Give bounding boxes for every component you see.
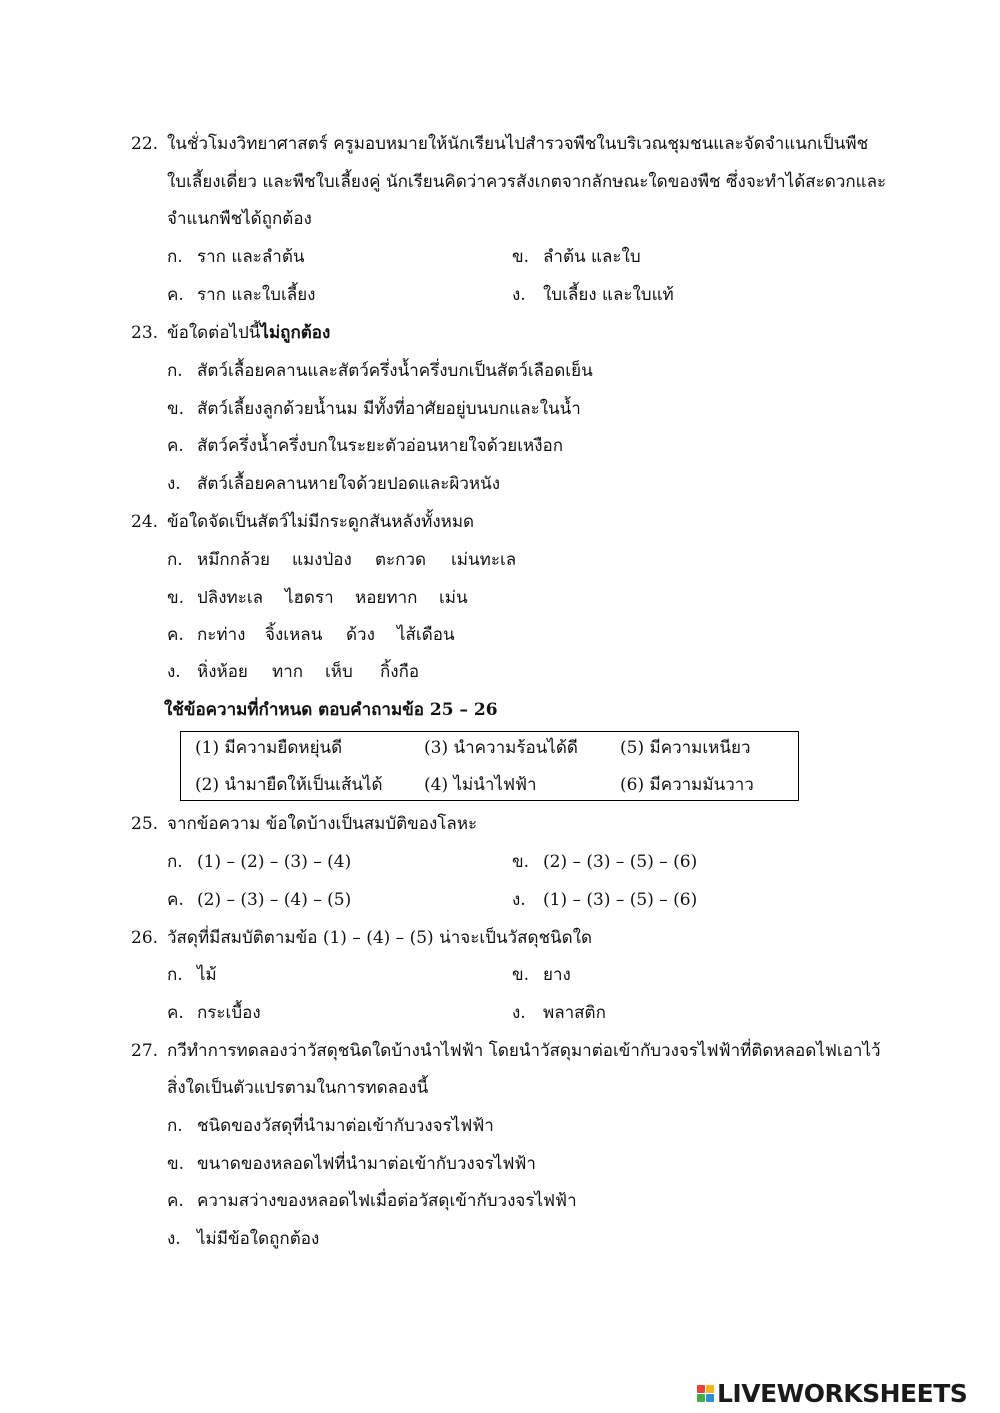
q24-option-a-item[interactable]: ตะกวด (375, 550, 427, 570)
instruction-heading: ใช้ข้อความที่กำหนด ตอบคำถามข้อ 25 – 26 (164, 700, 498, 720)
q22-option-a-letter: ก. (167, 247, 183, 267)
q22-option-a[interactable]: ราก และลำต้น (197, 247, 305, 267)
q27-option-c[interactable]: ความสว่างของหลอดไฟเมื่อต่อวัสดุเข้ากับวงจรไฟฟ้า (197, 1191, 577, 1211)
property-2: (2) นำมายืดให้เป็นเส้นได้ (195, 775, 383, 795)
q26-option-b-letter: ข. (512, 965, 530, 985)
q25-option-a-letter: ก. (167, 852, 183, 872)
q23-option-d-letter: ง. (167, 474, 181, 494)
question-22-number: 22. (131, 134, 159, 154)
question-27-number: 27. (131, 1041, 159, 1061)
property-6: (6) มีความมันวาว (620, 775, 754, 795)
q24-option-b-item[interactable]: ไฮดรา (285, 588, 334, 608)
question-26-text: วัสดุที่มีสมบัติตามข้อ (1) – (4) – (5) น่าจะเป็นวัสดุชนิดใด (167, 928, 593, 948)
q24-option-d-letter: ง. (167, 662, 181, 682)
q22-option-d-letter: ง. (512, 285, 526, 305)
q26-option-a-letter: ก. (167, 965, 183, 985)
logo-square (697, 1394, 705, 1402)
property-4: (4) ไม่นำไฟฟ้า (424, 775, 537, 795)
q23-option-a[interactable]: สัตว์เลื้อยคลานและสัตว์ครึ่งน้ำครึ่งบกเป็นสัตว์เลือดเย็น (197, 361, 593, 381)
question-24-text: ข้อใดจัดเป็นสัตว์ไม่มีกระดูกสันหลังทั้งหมด (167, 512, 475, 532)
q23-option-c[interactable]: สัตว์ครึ่งน้ำครึ่งบกในระยะตัวอ่อนหายใจด้วยเหงือก (197, 436, 564, 456)
q24-option-d-item[interactable]: กิ้งกือ (380, 662, 420, 682)
q27-option-c-letter: ค. (167, 1191, 184, 1211)
q24-option-b-item[interactable]: ปลิงทะเล (197, 588, 264, 608)
q25-option-d[interactable]: (1) – (3) – (5) – (6) (543, 890, 698, 910)
q24-option-b-item[interactable]: เม่น (439, 588, 468, 608)
q22-option-c[interactable]: ราก และใบเลี้ยง (197, 285, 316, 305)
question-25-number: 25. (131, 814, 159, 834)
q26-option-c-letter: ค. (167, 1003, 184, 1023)
q27-option-b[interactable]: ขนาดของหลอดไฟที่นำมาต่อเข้ากับวงจรไฟฟ้า (197, 1154, 536, 1174)
q24-option-d-item[interactable]: ทาก (272, 662, 304, 682)
q27-option-a-letter: ก. (167, 1116, 183, 1136)
q23-option-d[interactable]: สัตว์เลื้อยคลานหายใจด้วยปอดและผิวหนัง (197, 474, 501, 494)
q25-option-c[interactable]: (2) – (3) – (4) – (5) (197, 890, 352, 910)
logo-square (706, 1385, 714, 1393)
question-24-number: 24. (131, 512, 159, 532)
liveworksheets-logo-text: LIVEWORKSHEETS (717, 1378, 968, 1408)
q24-option-c-letter: ค. (167, 625, 184, 645)
q22-option-b[interactable]: ลำต้น และใบ (543, 247, 641, 267)
q27-option-b-letter: ข. (167, 1154, 185, 1174)
q25-option-a[interactable]: (1) – (2) – (3) – (4) (197, 852, 352, 872)
question-23-text-main: ข้อใดต่อไปนี้ (167, 323, 261, 343)
q24-option-b-letter: ข. (167, 588, 185, 608)
q23-option-b[interactable]: สัตว์เลี้ยงลูกด้วยน้ำนม มีทั้งที่อาศัยอยู่บนบกและในน้ำ (197, 399, 581, 419)
q24-option-a-letter: ก. (167, 550, 183, 570)
q27-option-d-letter: ง. (167, 1229, 181, 1249)
q26-option-d-letter: ง. (512, 1003, 526, 1023)
question-23-number: 23. (131, 323, 159, 343)
property-5: (5) มีความเหนียว (620, 738, 751, 758)
q24-option-c-item[interactable]: จิ้งเหลน (265, 625, 323, 645)
question-27-text-line-1: กวีทำการทดลองว่าวัสดุชนิดใดบ้างนำไฟฟ้า โดยนำวัสดุมาต่อเข้ากับวงจรไฟฟ้าที่ติดหลอดไฟเอาไว้ (167, 1041, 881, 1061)
logo-square (706, 1394, 714, 1402)
question-23-text (167, 322, 330, 344)
q22-option-b-letter: ข. (512, 247, 530, 267)
q23-option-c-letter: ค. (167, 436, 184, 456)
question-26-number: 26. (131, 928, 159, 948)
q22-option-c-letter: ค. (167, 285, 184, 305)
q24-option-d-item[interactable]: เห็บ (325, 662, 353, 682)
q22-option-d[interactable]: ใบเลี้ยง และใบแท้ (543, 285, 674, 305)
liveworksheets-logo (697, 1378, 967, 1408)
q27-option-d[interactable]: ไม่มีข้อใดถูกต้อง (197, 1229, 320, 1249)
question-22-text-line-2: ใบเลี้ยงเดี่ยว และพืชใบเลี้ยงคู่ นักเรียนคิดว่าควรสังเกตจากลักษณะใดของพืช ซึ่งจะทำได้สะดวกและ (167, 172, 887, 192)
q24-option-a-item[interactable]: หมึกกล้วย (197, 550, 270, 570)
q24-option-a-item[interactable]: แมงป่อง (292, 550, 352, 570)
q23-option-b-letter: ข. (167, 399, 185, 419)
question-22-text-line-3: จำแนกพืชได้ถูกต้อง (167, 209, 312, 229)
q24-option-d-item[interactable]: หิ่งห้อย (197, 662, 248, 682)
q24-option-b-item[interactable]: หอยทาก (355, 588, 418, 608)
property-3: (3) นำความร้อนได้ดี (424, 738, 578, 758)
property-1: (1) มีความยืดหยุ่นดี (195, 738, 343, 758)
logo-square (697, 1385, 705, 1393)
q26-option-a[interactable]: ไม้ (197, 965, 217, 985)
q25-option-d-letter: ง. (512, 890, 526, 910)
q26-option-b[interactable]: ยาง (543, 965, 571, 985)
q25-option-c-letter: ค. (167, 890, 184, 910)
q26-option-c[interactable]: กระเบื้อง (197, 1003, 261, 1023)
question-27-text-line-2: สิ่งใดเป็นตัวแปรตามในการทดลองนี้ (167, 1078, 429, 1098)
q24-option-c-item[interactable]: ด้วง (346, 625, 375, 645)
question-22-text-line-1: ในชั่วโมงวิทยาศาสตร์ ครูมอบหมายให้นักเรียนไปสำรวจพืชในบริเวณชุมชนและจัดจำแนกเป็นพืช (167, 134, 869, 154)
q27-option-a[interactable]: ชนิดของวัสดุที่นำมาต่อเข้ากับวงจรไฟฟ้า (197, 1116, 494, 1136)
q24-option-c-item[interactable]: ไส้เดือน (397, 625, 455, 645)
q25-option-b[interactable]: (2) – (3) – (5) – (6) (543, 852, 698, 872)
question-25-text: จากข้อความ ข้อใดบ้างเป็นสมบัติของโลหะ (167, 814, 478, 834)
q26-option-d[interactable]: พลาสติก (543, 1003, 606, 1023)
q24-option-c-item[interactable]: กะท่าง (197, 625, 246, 645)
question-23-emphasis: ไม่ถูกต้อง (260, 323, 331, 343)
liveworksheets-logo-icon (697, 1385, 714, 1402)
q23-option-a-letter: ก. (167, 361, 183, 381)
q24-option-a-item[interactable]: เม่นทะเล (451, 550, 517, 570)
q25-option-b-letter: ข. (512, 852, 530, 872)
